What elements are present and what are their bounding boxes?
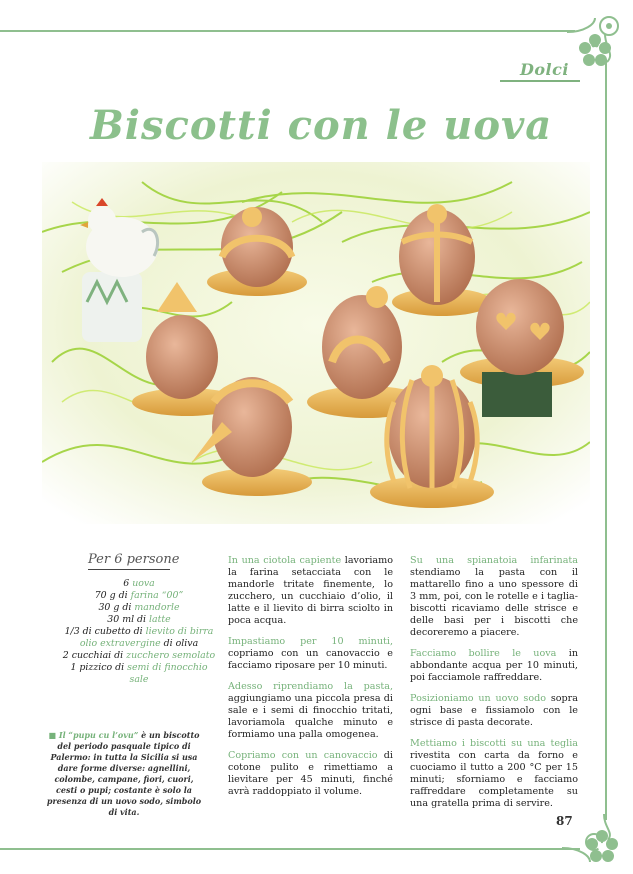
section-underline	[500, 80, 580, 82]
ingredient-item: 30 g di mandorle	[98, 602, 180, 613]
ingredient-item: 1/3 di cubetto di lievito di birra	[64, 626, 214, 637]
frame-right-line	[605, 60, 607, 820]
step-paragraph: Mettiamo i biscotti su una teglia rivestita con carta da forno e cuociamo il tutto a 200 °C per 15 minuti; sforniamo e facciamo raffreddare completamente su una gratella prima di servire.	[410, 738, 578, 809]
ingredient-item: sale	[129, 674, 149, 685]
step-paragraph: Impastiamo per 10 minuti, copriamo con un canovaccio e facciamo riposare per 10 minuti.	[228, 636, 393, 671]
steps-column-2	[228, 555, 393, 807]
flower-bottom-icon	[582, 826, 622, 866]
step-paragraph: In una ciotola capiente lavoriamo la farina setacciata con le mandorle tritate finemente, lo zucchero, un cucchiaio d’olio, il latte e il lievito di birra sciolto in poca acqua.	[228, 555, 393, 626]
servings-underline	[88, 569, 170, 570]
step-paragraph: Copriamo con un canovaccio di cotone pulito e rimettiamo a lievitare per 45 minuti, finché avrà raddoppiato il volume.	[228, 750, 393, 797]
step-paragraph: Adesso riprendiamo la pasta, aggiungiamo una piccola presa di sale e i semi di finocchio tritati, lavoriamola qualche minuto e formiamo una palla omogenea.	[228, 681, 393, 740]
ingredient-item: 30 ml di latte	[107, 614, 171, 625]
section-label: Dolci	[520, 60, 569, 79]
page-title: Biscotti con le uova	[90, 102, 553, 149]
step-paragraph: Posizioniamo un uovo sodo sopra ogni base e fissiamolo con le strisce di pasta decorate.	[410, 693, 578, 728]
recipe-note	[44, 730, 204, 818]
frame-top-line	[0, 30, 575, 32]
page-number: 87	[556, 814, 573, 828]
ingredients-list	[50, 578, 228, 686]
note-text: è un biscotto del periodo pasquale tipico di Palermo: in tutta la Sicilia si usa dare forme diverse: agnellini, colombe, campane, fiori, cuori, cesti o pupi; costante è solo la presenza di un uovo sodo, simbolo di vita.	[46, 730, 202, 817]
flower-icon	[575, 30, 615, 70]
ingredient-item: 2 cucchiai di zucchero semolato	[62, 650, 216, 661]
ingredient-item: 6 uova	[123, 578, 155, 589]
ingredient-item: olio extravergine di oliva	[79, 638, 199, 649]
ingredient-item: 70 g di farina “00”	[94, 590, 184, 601]
note-lead: ■ Il “pupu cu l’ovu”	[48, 730, 139, 740]
frame-bottom-line	[0, 848, 580, 850]
servings-heading: Per 6 persone	[88, 552, 180, 567]
recipe-photo	[42, 162, 590, 524]
ingredient-item: 1 pizzico di semi di finocchio	[70, 662, 208, 673]
step-paragraph: Facciamo bollire le uova in abbondante acqua per 10 minuti, poi facciamole raffreddare.	[410, 648, 578, 683]
steps-column-3	[410, 555, 578, 819]
step-paragraph: Su una spianatoia infarinata stendiamo la pasta con il mattarello fino a uno spessore di 3 mm, poi, con le rotelle e i taglia-biscotti ricaviamo delle strisce e delle basi per i biscotti che decoreremo a piacere.	[410, 555, 578, 638]
